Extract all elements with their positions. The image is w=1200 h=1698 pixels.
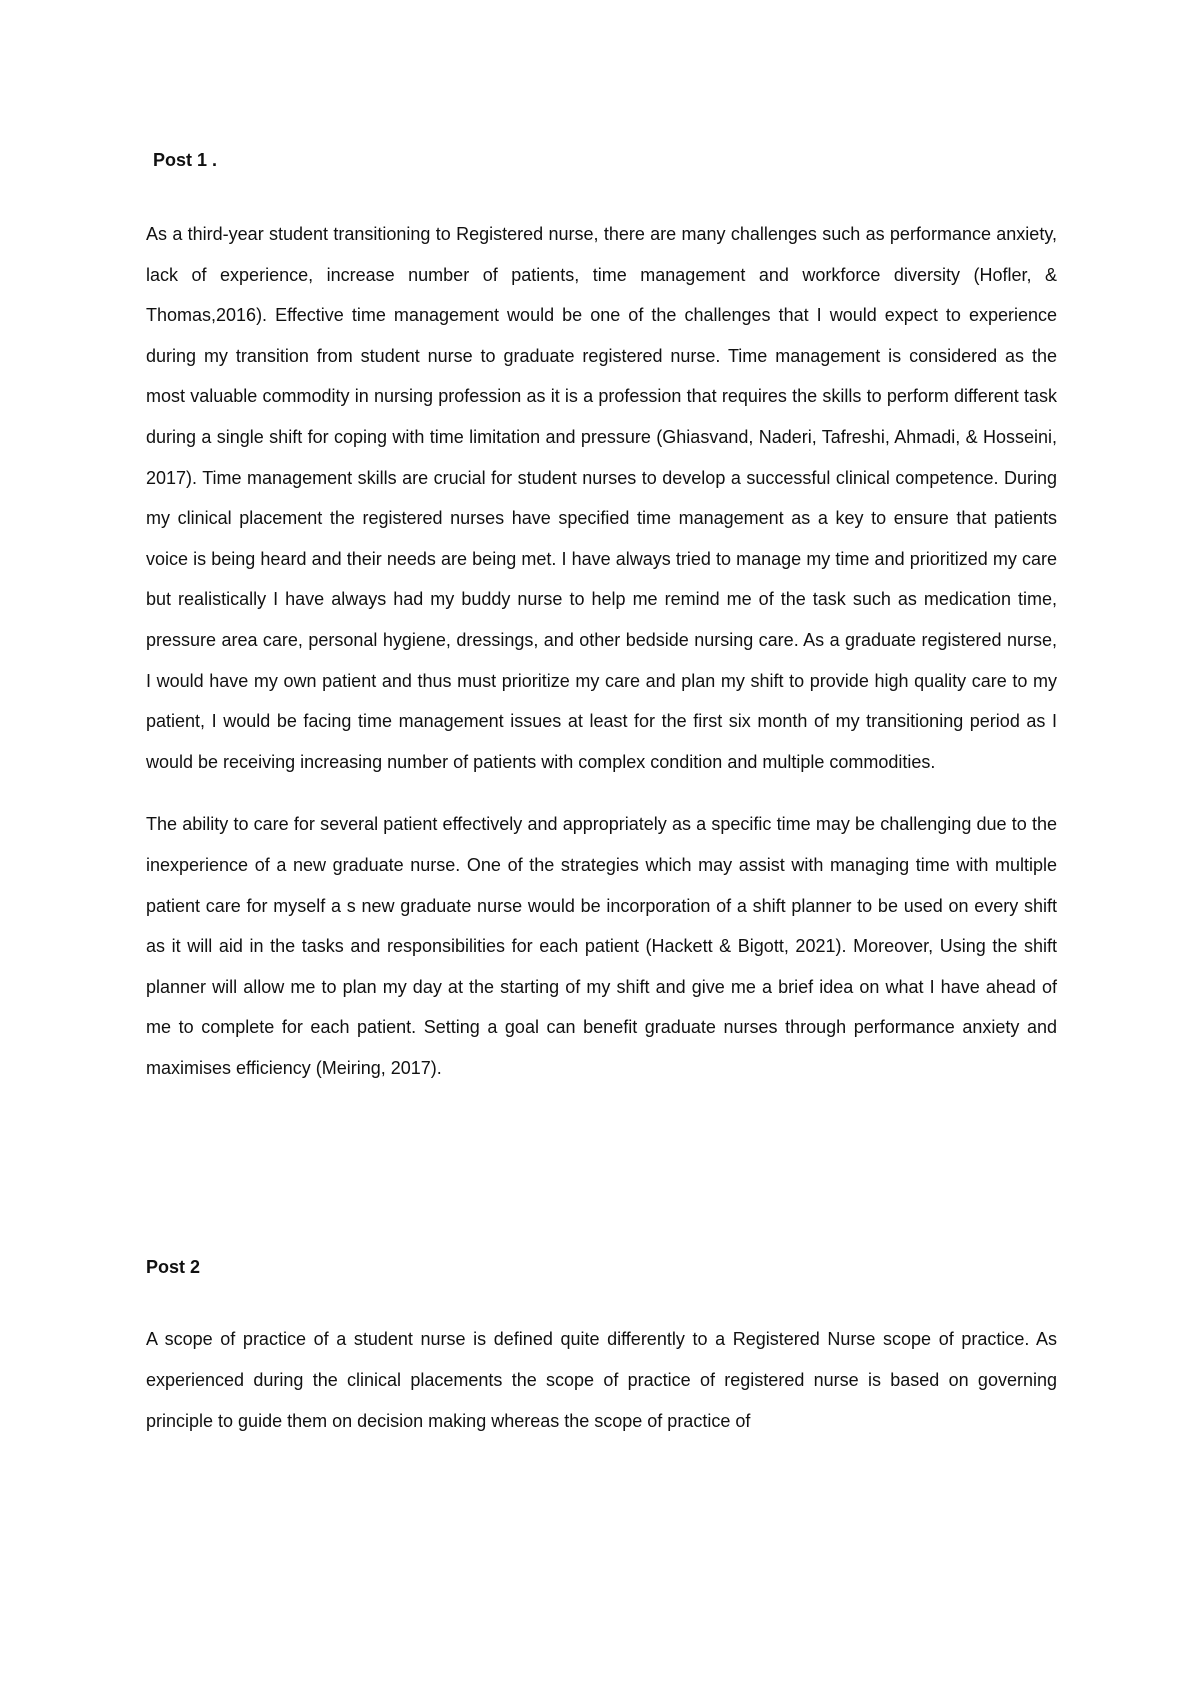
post-1-heading: Post 1 . xyxy=(153,150,218,170)
post-1-section xyxy=(146,148,1057,1088)
post-2-section xyxy=(146,1255,1057,1441)
post-1-paragraph-2: The ability to care for several patient effectively and appropriately as a specific time may be challenging due to the inexperience of a new graduate nurse. One of the strategies which may assist with managing time with multiple patient care for myself a s new graduate nurse would be incorporation of a shift planner to be used on every shift as it will aid in the tasks and responsibilities for each patient (Hackett & Bigott, 2021). Moreover, Using the shift planner will allow me to plan my day at the starting of my shift and give me a brief idea on what I have ahead of me to complete for each patient. Setting a goal can benefit graduate nurses through performance anxiety and maximises efficiency (Meiring, 2017). xyxy=(146,814,1057,1078)
post-2-paragraph-1: A scope of practice of a student nurse is defined quite differently to a Registered Nurse scope of practice. As experienced during the clinical placements the scope of practice of registered nurse is based on governing principle to guide them on decision making whereas the scope of practice of xyxy=(146,1329,1057,1431)
document-body xyxy=(146,148,1057,1441)
post-1-paragraph-1: As a third-year student transitioning to Registered nurse, there are many challenges such as performance anxiety, lack of experience, increase number of patients, time management and workforce diversity (Hofler, & Thomas,2016). Effective time management would be one of the challenges that I would expect to experience during my transition from student nurse to graduate registered nurse. Time management is considered as the most valuable commodity in nursing profession as it is a profession that requires the skills to perform different task during a single shift for coping with time limitation and pressure (Ghiasvand, Naderi, Tafreshi, Ahmadi, & Hosseini, 2017). Time management skills are crucial for student nurses to develop a successful clinical competence. During my clinical placement the registered nurses have specified time management as a key to ensure that patients voice is being heard and their needs are being met. I have always tried to manage my time and prioritized my care but realistically I have always had my buddy nurse to help me remind me of the task such as medication time, pressure area care, personal hygiene, dressings, and other bedside nursing care. As a graduate registered nurse, I would have my own patient and thus must prioritize my care and plan my shift to provide high quality care to my patient, I would be facing time management issues at least for the first six month of my transitioning period as I would be receiving increasing number of patients with complex condition and multiple commodities. xyxy=(146,224,1057,772)
post-2-heading: Post 2 xyxy=(146,1257,201,1278)
